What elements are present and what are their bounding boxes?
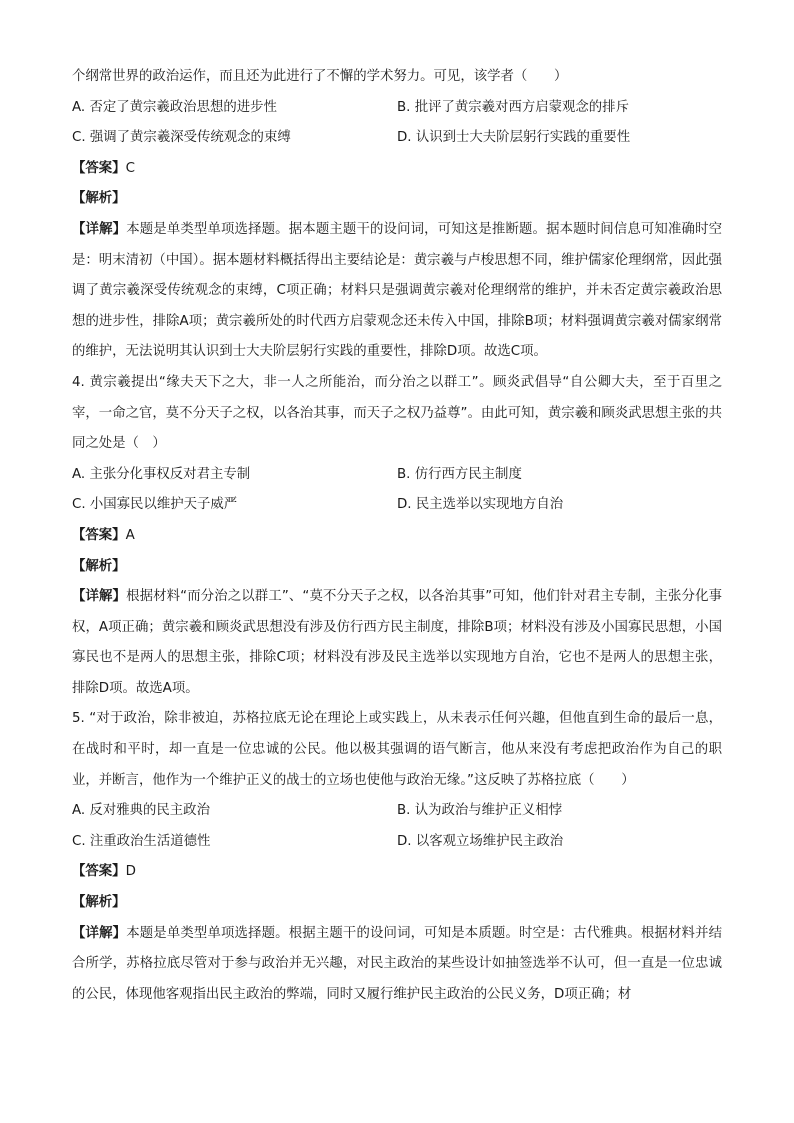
q3-stem: 个纲常世界的政治运作，而且还为此进行了不懈的学术努力。可见，该学者（ ） [72, 69, 568, 84]
exam-page [72, 62, 722, 1010]
option-letter: C. [72, 130, 86, 146]
option-text: 小国寡民以维护天子威严 [89, 497, 238, 513]
option-text: 仿行西方民主制度 [414, 466, 522, 482]
answer-value: D [125, 864, 136, 880]
option-text: 强调了黄宗羲深受传统观念的束缚 [89, 130, 291, 146]
q4-option-c [72, 490, 397, 521]
q3-option-d [397, 123, 722, 154]
q4-answer [72, 521, 722, 552]
option-text: 以客观立场维护民主政治 [415, 833, 564, 849]
answer-label: 【答案】 [72, 864, 126, 880]
option-text: 认为政治与维护正义相悖 [414, 803, 563, 819]
q4-options [72, 460, 722, 521]
q3-detail [72, 215, 722, 368]
answer-label: 【答案】 [72, 160, 126, 176]
q3-options [72, 93, 722, 154]
option-letter: D. [397, 497, 412, 513]
option-letter: A. [72, 803, 86, 819]
answer-value: C [125, 160, 135, 176]
option-text: 反对雅典的民主政治 [89, 803, 210, 819]
option-text: 注重政治生活道德性 [89, 833, 211, 849]
option-letter: B. [397, 466, 411, 482]
option-letter: A. [72, 466, 86, 482]
option-text: 民主选举以实现地方自治 [415, 497, 564, 513]
analysis-label: 【解析】 [72, 895, 126, 911]
q4-option-d [397, 490, 722, 521]
answer-value: A [125, 527, 135, 543]
option-letter: C. [72, 833, 86, 849]
q3-answer [72, 154, 722, 185]
option-text: 主张分化事权反对君主专制 [89, 466, 251, 482]
q4-option-a [72, 460, 397, 491]
q4-stem: 4. 黄宗羲提出“缘夫天下之大，非一人之所能治，而分治之以群工”。顾炎武倡导“自公卿大夫，至于百里之宰，一命之官，莫不分天子之权，以各治其事，而天子之权乃益尊”。由此可知，黄宗羲和顾炎武思想主张的共同之处是（ ） [72, 374, 722, 452]
detail-label: 【详解】 [72, 925, 127, 941]
option-letter: B. [397, 99, 411, 115]
detail-text: 根据材料“而分治之以群工”、“莫不分天子之权，以各治其事”可知，他们针对君主专制，主张分化事权，A项正确；黄宗羲和顾炎武思想没有涉及仿行西方民主制度，排除B项；材料没有涉及小国寡民思想，小国寡民也不是两人的思想主张，排除C项；材料没有涉及民主选举以实现地方自治，它也不是两人的思想主张，排除D项。故选A项。 [72, 589, 722, 696]
option-text: 否定了黄宗羲政治思想的进步性 [89, 99, 277, 115]
q4-option-b [397, 460, 722, 491]
option-text: 批评了黄宗羲对西方启蒙观念的排斥 [414, 99, 629, 115]
detail-label: 【详解】 [72, 221, 127, 237]
q5-option-c [72, 827, 397, 858]
q5-answer [72, 857, 722, 888]
q5-stem: 5. “对于政治，除非被迫，苏格拉底无论在理论上或实践上，从未表示任何兴趣，但他直到生命的最后一息，在战时和平时，却一直是一位忠诚的公民。他以极其强调的语气断言，他从来没有考虑把政治作为自己的职业，并断言，他作为一个维护正义的战士的立场也使他与政治无缘。”这反映了苏格拉底（ ） [72, 711, 722, 788]
q3-option-b [397, 93, 722, 124]
option-letter: C. [72, 497, 86, 513]
q5-analysis [72, 888, 722, 919]
q5-options [72, 796, 722, 857]
q3-analysis [72, 184, 722, 215]
q4-analysis [72, 552, 722, 583]
q4-detail [72, 582, 722, 704]
detail-text: 本题是单类型单项选择题。据本题主题干的设问词，可知这是推断题。据本题时间信息可知准确时空是：明末清初（中国）。据本题材料概括得出主要结论是：黄宗羲与卢梭思想不同，维护儒家伦理纲常，因此强调了黄宗羲深受传统观念的束缚，C项正确；材料只是强调黄宗羲对伦理纲常的维护，并未否定黄宗羲政治思想的进步性，排除A项；黄宗羲所处的时代西方启蒙观念还未传入中国，排除B项；材料强调黄宗羲对儒家纲常的维护，无法说明其认识到士大夫阶层躬行实践的重要性，排除D项。故选C项。 [72, 221, 723, 360]
option-text: 认识到士大夫阶层躬行实践的重要性 [415, 130, 631, 146]
answer-label: 【答案】 [72, 527, 126, 543]
q5-option-b [397, 796, 722, 827]
detail-label: 【详解】 [72, 589, 127, 605]
option-letter: A. [72, 99, 86, 115]
option-letter: B. [397, 803, 411, 819]
q3-option-a [72, 93, 397, 124]
q5-option-a [72, 796, 397, 827]
detail-text: 本题是单类型单项选择题。根据主题干的设问词，可知是本质题。时空是：古代雅典。根据材料并结合所学，苏格拉底尽管对于参与政治并无兴趣，对民主政治的某些设计如抽签选举不认可，但一直是一位忠诚的公民，体现他客观指出民主政治的弊端，同时又履行维护民主政治的公民义务，D项正确；材 [72, 925, 723, 1002]
q3-option-c [72, 123, 397, 154]
q5-detail [72, 919, 722, 1011]
option-letter: D. [397, 833, 412, 849]
analysis-label: 【解析】 [72, 558, 126, 574]
analysis-label: 【解析】 [72, 191, 126, 207]
option-letter: D. [397, 130, 412, 146]
q5-option-d [397, 827, 722, 858]
